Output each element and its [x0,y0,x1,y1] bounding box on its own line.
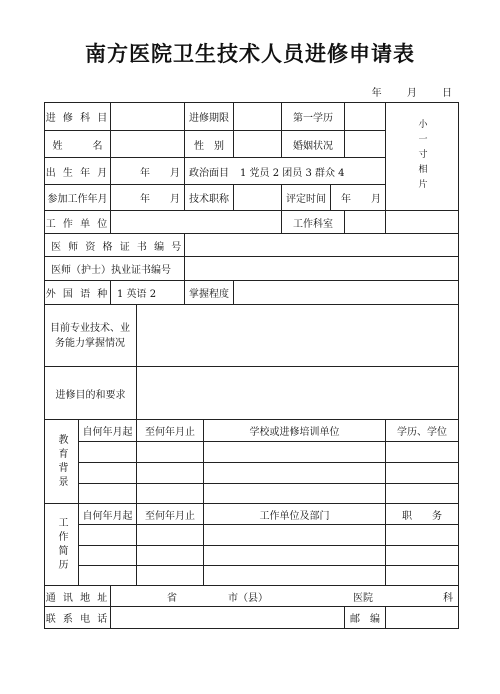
label-name: 姓 名 [52,140,103,152]
practice-license-no-field[interactable] [185,257,458,280]
label-work-start-date: 参加工作年月 [47,194,108,205]
label-study-subject: 进 修 科 目 [45,113,110,124]
label-work-department: 工作科室 [293,218,333,230]
education-header-to: 至何年月止 [145,427,195,438]
name-field[interactable] [111,131,184,157]
date-month: 月 [406,88,417,99]
date-year: 年 [371,88,382,99]
label-mailing-address: 通 讯 地 址 [45,592,110,604]
work-header-from: 自何年月起 [82,510,133,522]
technical-title-field[interactable] [234,185,281,210]
work-row[interactable] [79,566,458,585]
foreign-language-options[interactable]: 1 英语 2 [117,289,157,300]
education-header-school: 学校或进修培训单位 [249,427,340,438]
marital-status-field[interactable] [345,131,385,157]
work-department-field[interactable] [345,211,458,233]
current-skills-field[interactable] [137,305,458,366]
label-marital-status: 婚姻状况 [293,140,333,152]
address-department: 科 [443,592,453,604]
political-status-options[interactable]: 1 党员 2 团员 3 群众 4 [240,167,345,179]
education-background-label: 教育背景 [56,433,67,490]
gender-field[interactable] [234,131,281,157]
label-foreign-language: 外 国 语 种 [45,289,110,300]
work-row[interactable] [79,546,458,565]
form-title: 南方医院卫生技术人员进修申请表 [85,42,415,66]
date-day: 日 [442,88,452,99]
label-phone: 联 系 电 话 [45,614,110,625]
address-city: 市（县） [228,592,268,604]
study-period-field[interactable] [234,103,281,130]
work-header-to: 至何年月止 [145,510,195,522]
evaluation-time-field[interactable]: 年 月 [341,194,381,205]
label-political-status: 政治面目 [189,167,229,179]
label-current-skills: 目前专业技术、业务能力掌握情况 [50,322,130,349]
study-subject-field[interactable] [111,103,184,130]
birth-date-field[interactable]: 年 月 [140,167,180,179]
label-postcode: 邮 编 [350,614,380,625]
label-language-proficiency: 掌握程度 [189,289,229,300]
label-gender: 性 别 [194,140,224,152]
label-evaluation-time: 评定时间 [286,194,326,205]
label-study-purpose: 进修目的和要求 [55,389,126,401]
mailing-address-field[interactable] [111,586,458,606]
label-physician-qualification-no: 医 师 资 格 证 书 编 号 [51,241,184,253]
address-province: 省 [167,592,177,604]
photo-placeholder[interactable]: 小一寸相片 [416,119,427,194]
first-degree-field[interactable] [345,103,385,130]
language-proficiency-field[interactable] [234,281,458,304]
address-hospital: 医院 [353,592,373,604]
study-purpose-field[interactable] [137,367,458,419]
work-unit-field[interactable] [111,211,281,233]
label-birth-date: 出 生 年 月 [45,167,110,179]
postcode-field[interactable] [386,607,458,628]
work-history-label: 工作简历 [56,516,67,573]
work-row[interactable] [79,525,458,545]
label-first-degree: 第一学历 [293,113,333,124]
phone-field[interactable] [111,607,344,628]
physician-qualification-no-field[interactable] [185,234,458,256]
label-technical-title: 技术职称 [189,194,229,205]
work-start-date-field[interactable]: 年 月 [140,194,180,205]
work-header-position: 职 务 [402,510,442,522]
label-practice-license-no: 医师（护士）执业证书编号 [51,265,171,276]
label-work-unit: 工 作 单 位 [45,218,110,230]
education-row[interactable] [79,484,458,503]
label-study-period: 进修期限 [189,113,229,124]
education-header-from: 自何年月起 [82,427,133,438]
work-header-unit: 工作单位及部门 [259,510,330,522]
education-row[interactable] [79,442,458,462]
education-row[interactable] [79,463,458,483]
form-date [362,84,452,99]
education-header-degree: 学历、学位 [397,427,447,438]
